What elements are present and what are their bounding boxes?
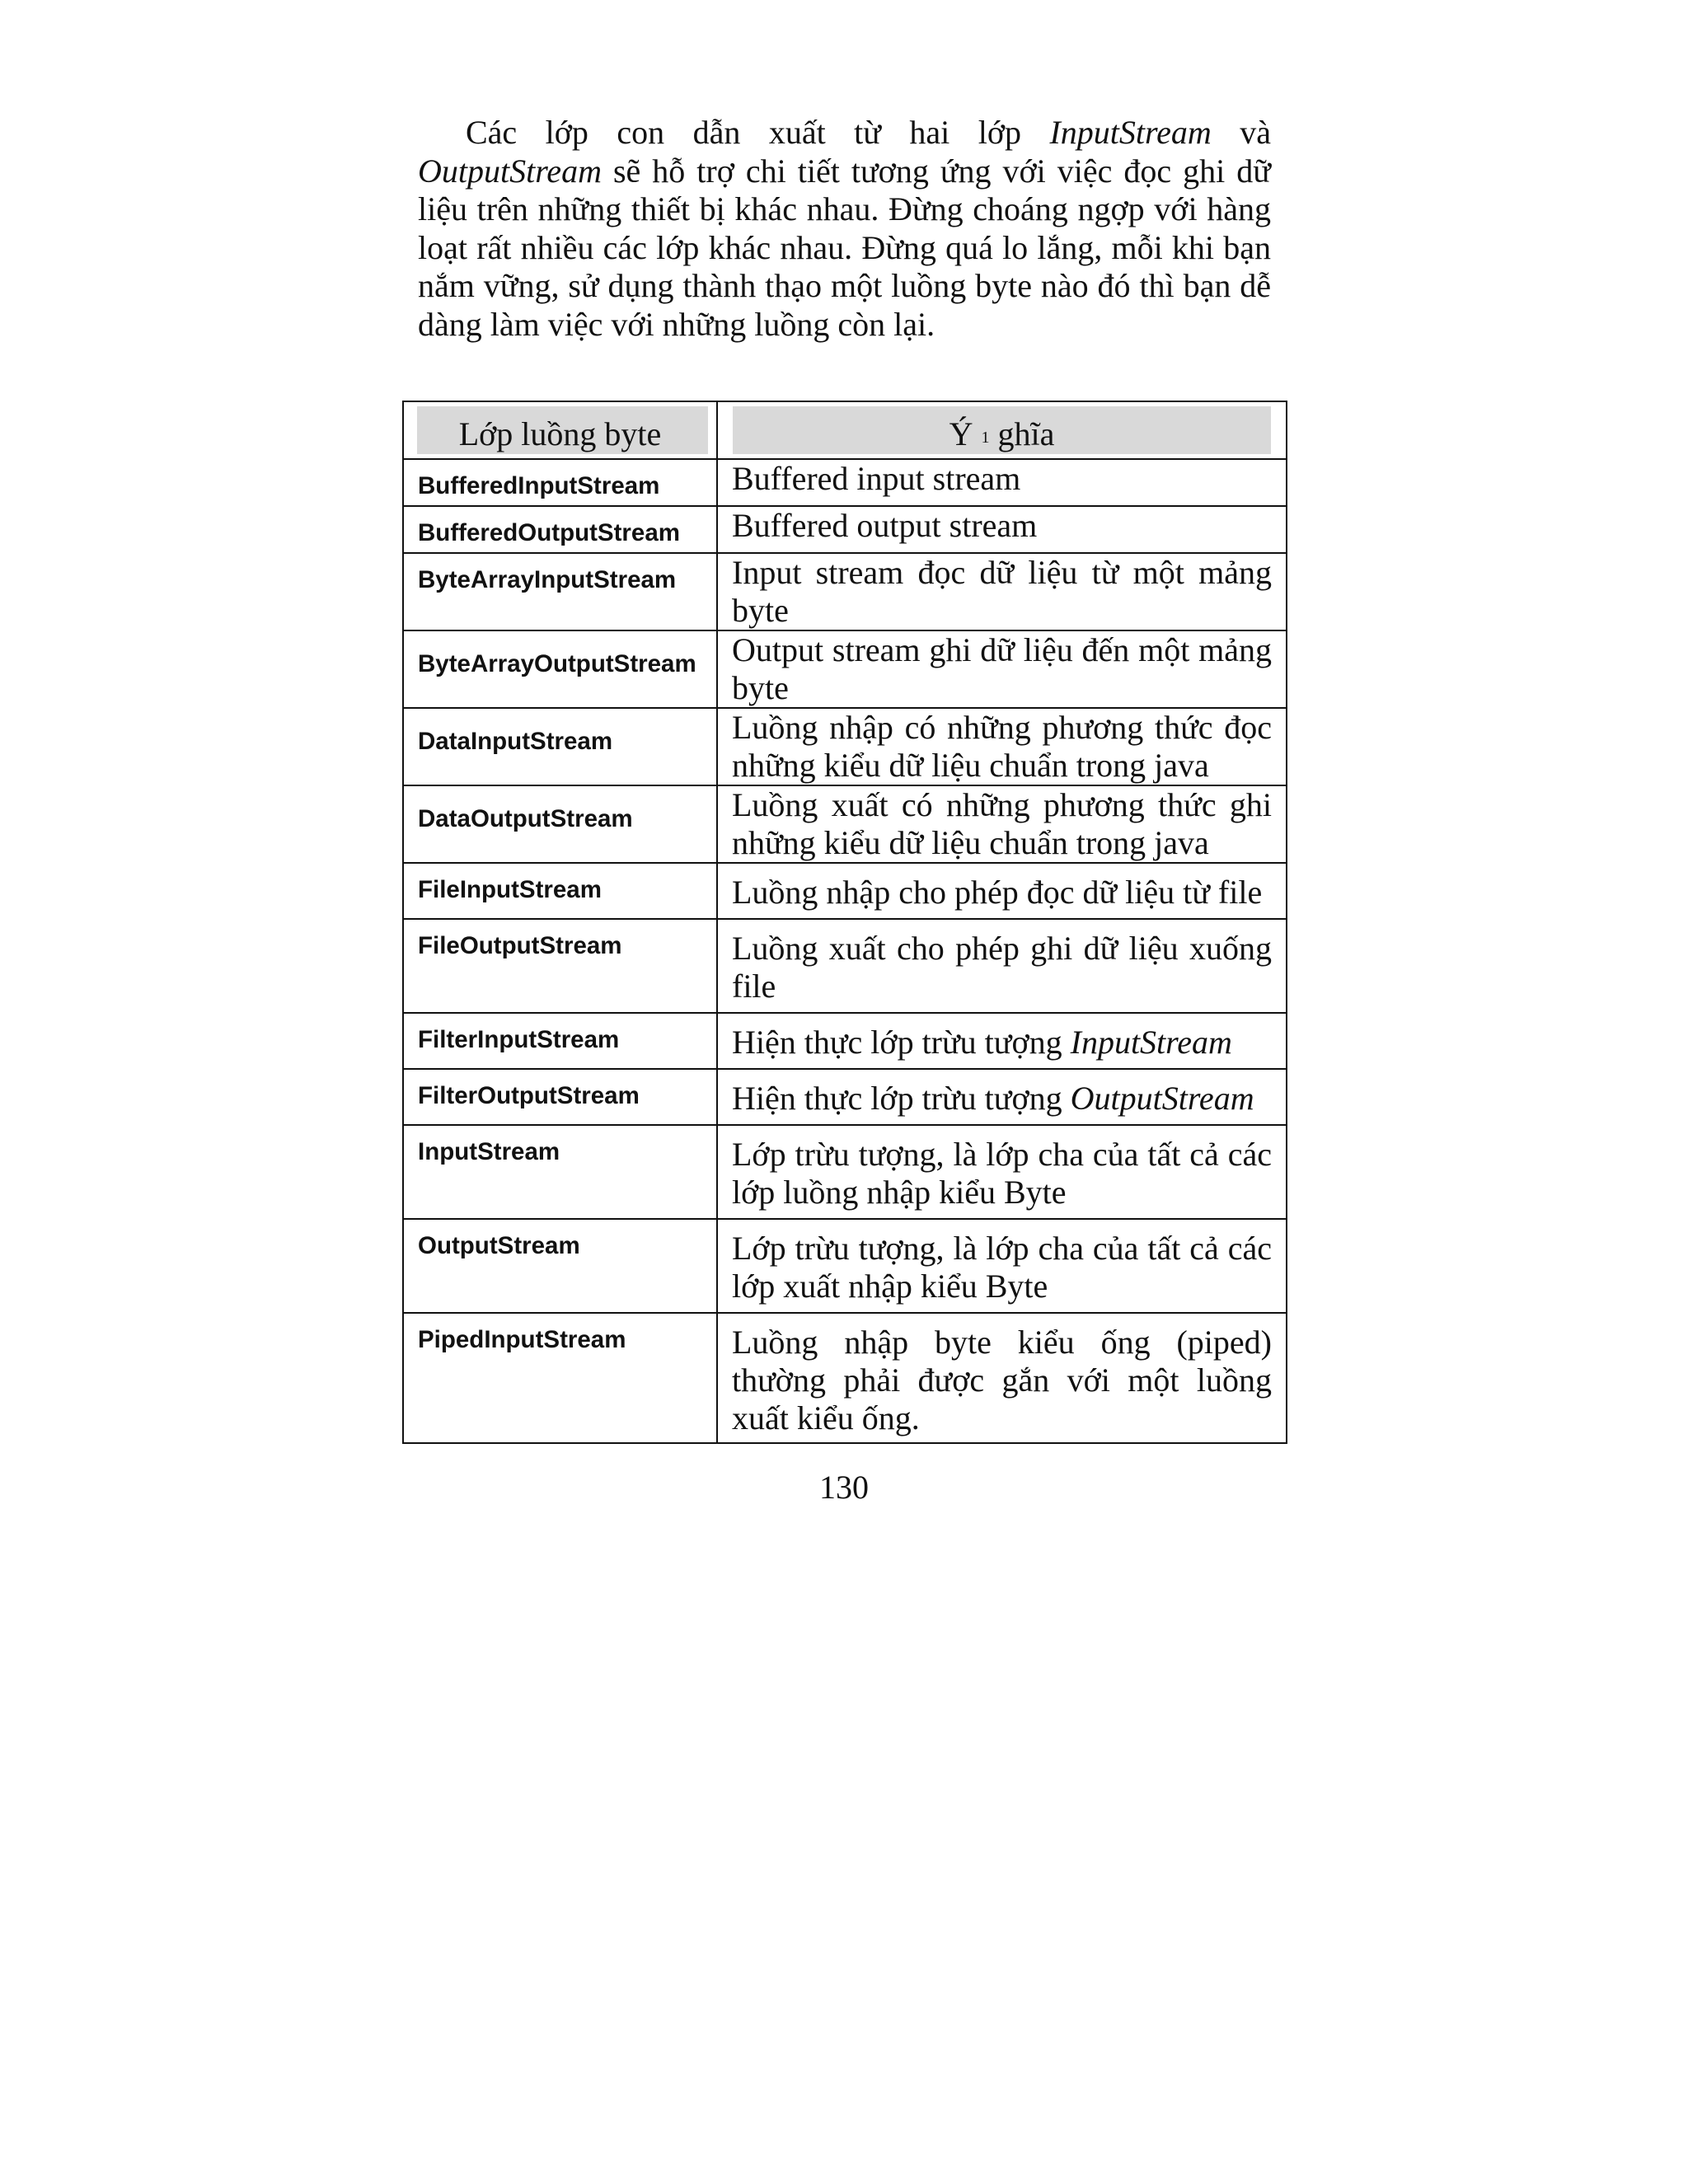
header-class-label: Lớp luồng byte	[458, 415, 662, 452]
table-row	[403, 1069, 1287, 1125]
description-cell: Luồng xuất cho phép ghi dữ liệu xuống file	[717, 919, 1287, 1013]
class-name-cell: DataOutputStream	[403, 785, 717, 863]
table-row	[403, 1013, 1287, 1069]
table-row	[403, 553, 1287, 630]
description-cell: Buffered input stream	[717, 459, 1287, 506]
page-number: 130	[819, 1469, 869, 1506]
class-name-cell: InputStream	[403, 1125, 717, 1219]
class-name-cell: FilterOutputStream	[403, 1069, 717, 1125]
class-name-cell: BufferedOutputStream	[403, 506, 717, 553]
table-row	[403, 506, 1287, 553]
table-row	[403, 1125, 1287, 1219]
intro-text-3: sẽ hỗ trợ chi tiết tương ứng với việc đọc ghi dữ liệu trên những thiết bị khác nhau. Đừng choáng ngợp với hàng loạt rất nhiều các lớp khác nhau. Đừng quá lo lắng, mỗi khi bạn nắm vững, sử dụng thành thạo một luồng byte nào đó thì bạn dễ dàng làm việc với những luồng còn lại.	[418, 152, 1271, 343]
header-class-column	[403, 401, 717, 459]
class-name-cell: DataInputStream	[403, 708, 717, 785]
description-cell: Lớp trừu tượng, là lớp cha của tất cả các lớp luồng nhập kiểu Byte	[717, 1125, 1287, 1219]
intro-term-outputstream: OutputStream	[418, 152, 602, 190]
description-cell: Input stream đọc dữ liệu từ một mảng byte	[717, 553, 1287, 630]
class-name-cell: BufferedInputStream	[403, 459, 717, 506]
table-row	[403, 863, 1287, 919]
description-cell: Luồng xuất có những phương thức ghi những kiểu dữ liệu chuẩn trong java	[717, 785, 1287, 863]
class-name-cell: ByteArrayInputStream	[403, 553, 717, 630]
class-name-cell: FileOutputStream	[403, 919, 717, 1013]
class-name-cell: OutputStream	[403, 1219, 717, 1313]
intro-text-2: và	[1211, 114, 1271, 151]
byte-stream-table	[402, 401, 1287, 1444]
description-cell: Lớp trừu tượng, là lớp cha của tất cả các lớp xuất nhập kiểu Byte	[717, 1219, 1287, 1313]
intro-term-inputstream: InputStream	[1049, 114, 1212, 151]
table-row	[403, 459, 1287, 506]
description-cell: Luồng nhập cho phép đọc dữ liệu từ file	[717, 863, 1287, 919]
table-row	[403, 1313, 1287, 1443]
class-name-cell: FilterInputStream	[403, 1013, 717, 1069]
description-cell: Luồng nhập có những phương thức đọc những kiểu dữ liệu chuẩn trong java	[717, 708, 1287, 785]
description-cell: Hiện thực lớp trừu tượng OutputStream	[717, 1069, 1287, 1125]
class-name-cell: ByteArrayOutputStream	[403, 630, 717, 708]
intro-text-1: Các lớp con dẫn xuất từ hai lớp	[466, 114, 1050, 151]
header-meaning-column	[717, 401, 1287, 459]
description-cell: Output stream ghi dữ liệu đến một mảng byte	[717, 630, 1287, 708]
table-row	[403, 785, 1287, 863]
class-name-cell: FileInputStream	[403, 863, 717, 919]
description-cell: Buffered output stream	[717, 506, 1287, 553]
table-row	[403, 1219, 1287, 1313]
table-row	[403, 919, 1287, 1013]
table-row	[403, 630, 1287, 708]
table-header-row	[403, 401, 1287, 459]
description-cell: Luồng nhập byte kiểu ống (piped) thường phải được gắn với một luồng xuất kiểu ống.	[717, 1313, 1287, 1443]
table-row	[403, 708, 1287, 785]
intro-paragraph	[418, 114, 1271, 344]
header-meaning-label: Ý 1 ghĩa	[949, 415, 1055, 452]
class-name-cell: PipedInputStream	[403, 1313, 717, 1443]
description-cell: Hiện thực lớp trừu tượng InputStream	[717, 1013, 1287, 1069]
